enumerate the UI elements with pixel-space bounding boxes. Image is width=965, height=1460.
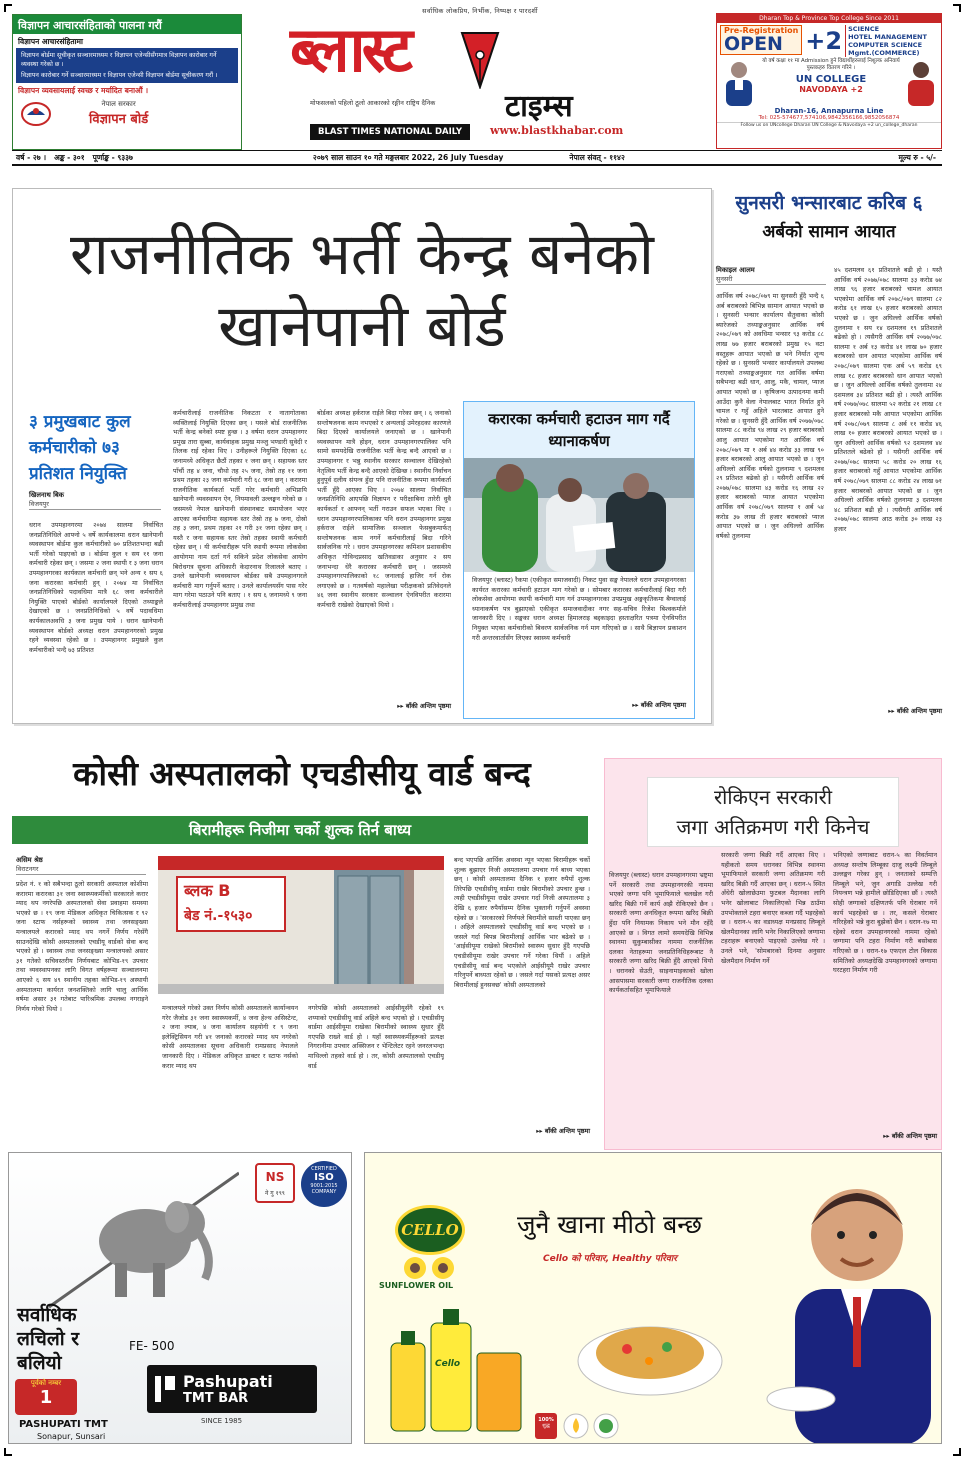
koshi-story bbox=[12, 746, 592, 1144]
sunflower-icon bbox=[401, 1255, 459, 1281]
koshi-column: प्रदेश नं. १ को सबैभन्दा ठूलो सरकारी अस्पताल कोशीमा करारमा करारका ३१ जना स्वास्थ्यकर्मीको सरकारले करार म्याद थप नगरेपछि अस्पतालको सेवा प्रवाहमा समस्या भएको छ । १९ जना मेडिकल अधिकृत चिकित्सक र ९२ जना स्टाफ नर्सहरूको स्वास्थ्य तथा जनसङ्ख्या मन्त्रालयले करारको म्याद थप नगर्ने निर्णय गरेसँगै साउनदेखि कोसी अस्पतालको एचडीयू वार्डको सेवा बन्द भएको हो । स्वास्थ्य तथा जनसङ्ख्या मन्त्रालयको असार ३१ गतेको सचिवस्तरीय निर्णयबाट कोभिड-१९ उपचार तथा व्यवस्थापनका लागि विगत वर्षहरूमा सञ्चालनमा आएको ६ सय ४९ स्थानीय तहका कोभिड-१९ अस्थायी अस्पतालमा कार्यरत जनशक्तिको लागि चालु आर्थिक वर्षमा असार ३१ गतेबाट पारिश्रमिक उपलब्ध नगराइने निर्णय गरेको थियो । bbox=[16, 880, 148, 1013]
encroach-headline bbox=[647, 777, 899, 847]
masthead-english-name: BLAST TIMES NATIONAL DAILY bbox=[310, 124, 470, 140]
sunsari-author: मिकाइल आलम bbox=[716, 266, 755, 274]
dateline-price: मूल्य रु - ५/- bbox=[898, 152, 936, 162]
koshi-column: नगरेपछि कोसी अस्पतालको आईसीयूसँगै रहेको १९ शय्याको एचडीसीयू वार्ड अहिले बन्द भएको हो । एचडीसीयू वार्डमा आईसीयूमा राखेका बिरामीको स्वास्थ्य सुधार हुँदै गएपछि राख्ने वार्ड हो । यहाँ स्वास्थ्यकर्मीहरूको प्रत्यक्ष निगरानीमा उपचार अक्सिजन र भेन्टिलेटर रहने जनरलभन्दा माथिल्लो तहको वार्ड हो । तर, कोसी अस्पतालको एचडीयू वार्ड bbox=[308, 1004, 444, 1070]
oil-drop-icon bbox=[563, 1413, 589, 1439]
sunsari-jump[interactable]: ▸▸ बाँकी अन्तिम पृष्ठमा bbox=[888, 707, 942, 715]
iso-badge-bottom: COMPANY bbox=[311, 1189, 337, 1195]
college-plus2: +2 bbox=[805, 27, 843, 55]
ad-board-notice bbox=[12, 14, 242, 150]
elephant-icon bbox=[49, 1167, 239, 1317]
dateline-bar bbox=[12, 150, 942, 166]
college-note: यो वर्ष कक्षा ११ मा Admission हुने विद्यार्थीहरुलाई निशुल्क अनिवार्य पुस्तकहरु वितरण गरिने । bbox=[762, 58, 900, 71]
koshi-banner: बिरामीहरू निजीमा चर्को शुल्क तिर्न बाध्य bbox=[12, 816, 588, 844]
iso-badge bbox=[301, 1161, 347, 1207]
notice-item: विज्ञापन कारोबार गर्ने सञ्चारमाध्यम र विज्ञापन एजेन्सी विज्ञापन बोर्डमा सूचीकरण गरौं । bbox=[21, 72, 218, 79]
cello-tagline: Cello को परिवार, Healthy परिवार bbox=[543, 1254, 677, 1264]
purity-badge-value: 100% bbox=[538, 1417, 554, 1423]
koshi-author: असिम श्रेष्ठ bbox=[16, 856, 43, 864]
lead-subhead: ३ प्रमुखबाट कुल कर्मचारीको ७३ प्रतिशत नियुक्ति bbox=[29, 412, 131, 484]
registration-mark bbox=[4, 1448, 12, 1456]
encroach-headline-line1: रोकिएन सरकारी bbox=[713, 785, 833, 809]
lead-place: विजयपुर bbox=[29, 500, 161, 510]
lead-jump-text: बाँकी अन्तिम पृष्ठमा bbox=[405, 702, 451, 710]
sunsari-column: आर्थिक वर्ष २०७८/०७९ मा सुनसरी हुँदै भन्दै ६ अर्ब बराबरको बिभिन्न सामान आयात भएको छ । सुनसरी भन्सार कार्यालय सैतुवाका कोसी ब्यारेजको तथ्याङ्कअनुसार आर्थिक वर्ष २०७८/०७९ को अवधिमा भन्सार ९३ करोड ८८ लाख ७७ हजार बराबरको प्रमुख १५ वटा वस्तुहरू आयात भएको छ भने निर्यात शून्य रहेको छ । सुनसरी भन्सार कार्यालयले उपलब्ध गराएको तथ्याङ्कअनुसार गत आर्थिक वर्षमा सबैभन्दा बढी धान, आलु, मकै, चामल, प्याज आयात भएको छ । कृषिजन्य उत्पादनमा कमी आउँदा कुनै वेला नेपालबाट भारत निर्यात हुने चामल र गहुँ अहिले भारतबाट आयात हुने गरेको छ । सुनसरी हुँदै आर्थिक वर्ष २०७७/०७८ सालमा ८८ करोड ९४ लाख २९ हजार बराबरको आलु आयात भएकोमा गत आर्थिक वर्ष २०७८/०७९ मा १ अर्ब ४४ करोड ३३ लाख ९० हजार बराबरको आलु आयात भएको छ । जुन अघिल्लो आर्थिक वर्षको तुलनामा ९ दशमलव २९ प्रतिशत बढेको हो । यसैगरी आर्थिक वर्ष २०७७/०७८ सालमा ४३ करोड १६ लाख २२ हजार बराबरको प्याज आयात भएकोमा आर्थिक वर्ष २०७८/०७९ सालमा १ अर्ब ५४ करोड ३७ लाख ती हजार बराबरको प्याज आयात भएको छ । जुन अघिल्लो आर्थिक वर्षको तुलनामा bbox=[716, 292, 824, 540]
lead-jump[interactable]: ▸▸ बाँकी अन्तिम पृष्ठमा bbox=[397, 702, 451, 710]
lead-column: बोर्डका अध्यक्ष हर्कराज राईले बिदा गरेका छन् । ६ जनाको सन्तोषजनक काम नभएको र अन्यलाई उमेरहदका कारणले बिदा दिएको कार्यालयले जनाएको छ । खानेपानी व्यवस्थापन मात्रै होइन, धरान उपमहानगरपालिका पनि सामो समयदेखि राजनीतिक भर्ती केन्द्र बन्दै आएको छ । उपमहानगर र भन्नु स्थानीय सरकार सञ्चालन देखिरहेको नेतृत्विय भर्ती केन्द्र बन्दै आएको देखिन्छ । स्थानीय निर्वाचन हुनुपूर्व दलीय संयन्त्र हुँदा पनि राजनीतिक रूपमा कार्यकर्ता भर्ती हुँदै आएका थिए । २०७४ सालमा निर्वाचित जनप्रतिनिधि आएपछि विज्ञापन र परीक्षाबिना तारेरी धुवै कार्यकर्ता र आफ्नन् भर्ती गराउन सफल भएका थिए । धरान उपमहानगरपालिकाका पनि धरान उपमहानगर प्रमुख हर्कराज राईले सामाजिक सञ्जाल फेसबुकमार्फत् सन्तोषजनक काम नगर्ने कर्मचारीलाई बिदा गरिने सार्वजनिक गरे । धरान उपमहानगरका कमिशन प्रशासकीय अधिकृत गोविन्दप्रसाद खतिवडाका अनुसार २ सय जनाभन्दा धेरै करारका कर्मचारी छन् । जसमध्ये उपमहानगरपालिकाको १८ जनालाई हाजिर गर्न रोक लगाएको छ । गतवर्षको महालेखा परीक्षकको प्रतिवेदनले ४६ जना स्थानीय सरकार सञ्चालन ऐनविपरीत करारमा कर्मचारी राखेको देखाएको थियो । bbox=[317, 409, 451, 609]
noodle-plate-icon bbox=[575, 1291, 725, 1401]
masthead bbox=[280, 6, 680, 144]
college-address: Dharan-16, Annapurna Line bbox=[774, 107, 884, 115]
lead-column: धरान उपमहानगरमा २०७४ सालमा निर्वाचित जनप्रतिनिधिले आफ्नो ५ वर्षे कार्यकालमा धरान खानेपानी व्यवस्थापन बोर्डमा कुल कर्मचारीको ७० प्रतिशतभन्दा बढी भर्ती गरेको पाइएको छ । बोर्डमा कुल १ सय ११ जना कर्मचारी रहेका छन् । जसमा २ जना स्थायी र ३ जना धरान उपमहानगरका कार्यकाल कर्मचारी छन् भने अन्य १ सय ६ जना करारका कर्मचारी हुन् । २०७४ मा निर्वाचित जनप्रतिनिधिको पदावधिमा मात्रै ६८ जना कर्मचारीले नियुक्ति पाएको बोर्डको कार्यालयले दिएको तथ्याङ्कले देखाएको छ । जनप्रतिनिधिको ५ वर्षे पदावधिमा कार्यकालअवधि ३ जना प्रमुख पाये । धरान खानेपानी व्यवस्थापन बोर्डको अध्यक्ष धरान उपमहानगरको प्रमुख रहने व्यवस्था रहेको छ । उपमहानगर प्रमुखले कुल कर्मचारीको भन्दै ७३ प्रतिशत bbox=[29, 521, 163, 654]
student-photo-icon bbox=[720, 58, 758, 106]
ns-mark: NS ने गु १९९ bbox=[255, 1163, 295, 1203]
cello-brand: CELLO bbox=[401, 1221, 459, 1239]
iso-badge-top: CERTIFIED bbox=[311, 1166, 337, 1172]
dateline-total: पूर्णाङ्क - ९३३७ bbox=[92, 152, 133, 162]
dateline-nepal-sambat: नेपाल संवत् - ११४२ bbox=[569, 152, 625, 162]
purity-badge bbox=[535, 1413, 557, 1439]
notice-board-name: विज्ञापन बोर्ड bbox=[89, 111, 149, 127]
student-photo-icon bbox=[904, 58, 938, 106]
purity-badge-sub: शुद्ध bbox=[542, 1423, 550, 1429]
notice-heading: विज्ञापन आचारसंहिताको पालना गरौं bbox=[13, 15, 241, 34]
cello-ad bbox=[364, 1152, 942, 1444]
cello-slogan: जुनै खाना मीठो बन्छ bbox=[517, 1210, 702, 1239]
photo-jump-text: बाँकी अन्तिम पृष्ठमा bbox=[640, 701, 686, 709]
koshi-column: मन्त्रालयले गरेको उक्त निर्णय कोसी अस्पतालले कार्यान्वयन गरेर जैजोड ३१ जना स्वास्थ्यकर्मी, ४ जना हेल्थ असिस्टेन्ट, २ जना ल्याब, ४ जना कार्यालय सहयोगी र ९ जना इलेक्ट्रिसियन गरी ४१ जनाको करारको म्याद थप नगरेको कोसी अस्पतालका सूचना अधिकारी रामप्रसाद नेपालले जानकारी दिए । मेडिकल अधिकृत डाक्टर र स्टाफ नर्सको करार म्याद थप bbox=[162, 1004, 298, 1070]
koshi-headline: कोसी अस्पतालको एचडीसीयू वार्ड बन्द bbox=[73, 754, 531, 793]
notice-slogan: विज्ञापन व्यवसायलाई स्वच्छ र मर्यादित बनाऔं । bbox=[18, 86, 149, 95]
college-stream: SCIENCE bbox=[848, 25, 880, 33]
cello-product: SUNFLOWER OIL bbox=[379, 1281, 454, 1290]
notice-gov-label: नेपाल सरकार bbox=[101, 99, 136, 108]
cello-logo bbox=[395, 1205, 465, 1255]
registration-mark bbox=[4, 4, 12, 12]
koshi-column: बन्द भएपछि आर्थिक अवस्था न्यून भएका बिरामीहरू चर्को शुल्क बुझाएर निजी अस्पतालमा उपचार गर्न बाध्य भएका छन् । कोसी अस्पतालमा दैनिक १ हजार रुपैयाँ शुल्क तिरेपछि एचडीसीयू वार्डमा राखेर बिरामीको उपचार हुन्छ । त्यही एचडीसीयूमा राखेर उपचार गर्दा निजी अस्पतालमा ३ देखि ६ हजार रुपैयाँसम्म दैनिक भुक्तानी गर्नुपर्ने अवस्था रहेको छ । 'सरकारको निर्णयले बिरामीले सास्ती पाएका छन् । अहिले अस्पतालको एचडीसीयू वार्ड बन्द भएको छ । जसले गर्दा बिपन्न बिरामीलाई आर्थिक भार बढेको छ । 'आईसीयूमा राखेको बिरामीको स्वास्थ्य सुधार हुँदै गएपछि एचडीसीयूमा राखेर उपचार गर्ने गरेका थियौं । अहिले एचडीसीयू वार्ड बन्द भएकोले आईसीयूमै राखेर उपचार गरिनुपर्ने बाध्यता रहेको छ । जसले गर्दा यसको प्रत्यक्ष असर बिरामीलाई हुनसक्छ' कोसी अस्पतालको bbox=[454, 856, 590, 989]
college-tel: Tel: 025-574677,574106,9842356166,9852056874 bbox=[758, 115, 900, 121]
dateline-date: २०७९ साल साउन १० गते मङ्गलबार 2022, 26 July Tuesday bbox=[312, 152, 504, 162]
notice-item: विज्ञापन बोर्डमा सूचीकृत सञ्चारमाध्यम र विज्ञापन एजेन्सीसँगमात्र विज्ञापन कारोबार गर्ने व्यवस्था गरेको छ । bbox=[21, 52, 217, 68]
masthead-title: ब्लास्ट bbox=[290, 13, 409, 86]
college-follow: Follow us on UNcollege Dharan UN College & Navodaya +2 un_college_dharan bbox=[717, 122, 941, 128]
masthead-website[interactable]: www.blastkhabar.com bbox=[490, 124, 624, 137]
sunsari-place: सुनसरी bbox=[716, 275, 826, 285]
pashupati-badge-top: पूर्वको नम्बर bbox=[30, 1379, 62, 1387]
masthead-tagline: सर्वाधिक लोकप्रिय, निर्भीक, निष्पक्ष र पारदर्शी bbox=[422, 7, 538, 15]
lead-author: खिलनाथ बिक bbox=[29, 491, 65, 499]
iso-badge-mid: ISO bbox=[314, 1172, 334, 1183]
leaf-icon bbox=[593, 1413, 619, 1439]
encroach-jump[interactable]: ▸▸ बाँकी अन्तिम पृष्ठमा bbox=[883, 1132, 937, 1140]
dateline-issue: अङ्क - ३०१ bbox=[54, 152, 85, 162]
pashupati-location: Sonapur, Sunsari bbox=[37, 1432, 106, 1441]
encroach-jump-text: बाँकी अन्तिम पृष्ठमा bbox=[891, 1132, 937, 1140]
registration-mark bbox=[953, 4, 961, 12]
pashupati-badge bbox=[15, 1379, 77, 1415]
pashupati-company: PASHUPATI TMT bbox=[19, 1419, 108, 1430]
sunsari-jump-text: बाँकी अन्तिम पृष्ठमा bbox=[896, 707, 942, 715]
pashupati-mark-icon bbox=[153, 1374, 177, 1404]
college-stream: HOTEL MANAGEMENT bbox=[848, 33, 927, 41]
pashupati-badge-num: 1 bbox=[39, 1387, 53, 1408]
pashupati-logo bbox=[147, 1365, 317, 1413]
college-stream: Mgmt.(COMMERCE) bbox=[848, 49, 920, 57]
pashupati-brand: Pashupati bbox=[183, 1372, 273, 1391]
encroach-column: विजयपुर (ब्लास्ट) धरान उपमहानगरमा भ्रष्ट्रमा पर्ने सरकारी तथा उपमहानगरकी नाममा भएको जग्गा पनि भूमाफियाले चलखेल गरी खरिद बिक्री गर्ने कार्य अझै रोकिएको छैन । सरकारी जग्गा अनधिकृत रूपमा खरिद बिक्री हुँदा पनि नियामक निकाय भने मौन रहँदै आएको छ । विगत लामो समयदेखि विभिन्न स्थानमा सुकुम्बासीका नाममा राजनीतिक दलका नेताहरूमा जनप्रतिनिधिहरूबाट नै सरकारी जग्गा खरिद बिक्री हुँदै आएको थियो । धरानको सेउती, साइनामाइकाको खोला आसपासमा सरकारी जग्गा राजनीतिक दलका कार्यकर्तासहित भूमाफियाले bbox=[609, 871, 713, 995]
koshi-place: विराटनगर bbox=[16, 865, 146, 875]
boy-icon bbox=[761, 1169, 941, 1444]
college-name: UN COLLEGE bbox=[795, 74, 867, 85]
photo-story-headline: करारका कर्मचारी हटाउन माग गर्दै ध्यानाकर्षण bbox=[464, 402, 694, 458]
ward-sign bbox=[176, 876, 286, 932]
college-top-line: Dharan Top & Province Top College Since 2011 bbox=[717, 14, 941, 23]
masthead-subtitle: मोफसलको पहिलो ठूलो आकारको रङ्गीन राष्ट्रिय दैनिक bbox=[310, 99, 436, 107]
pashupati-product: TMT BAR bbox=[183, 1391, 249, 1406]
lead-headline bbox=[13, 189, 711, 363]
encroach-column: सरकारी जग्गा बिक्री गर्दै आएका थिए । यहीकतो समय धरानका विभिन्न स्थानमा भूमाफियाले सरकारी जग्गा अतिक्रमण गरी खरिद बिक्री गर्दै आएका छन् । धरान-५ स्थित अँधेरी खोलाछेउमा फुटबल मैदानका लागि भनेर खोलाबाट निकालिएको भिन्न ठाउँमा उपभोक्ताले टहरा बनाएर कब्जा गर्दै भइरहेको छ । धरान-५ का वडाध्यक्ष मनप्रसाद लिम्बूले खेलमैदानका लागि भनेर निकालिएको जग्गामा टहराहरू बनाएको पाइएको उल्लेख गरे । उनले भने, 'सोमबारको दिनमा अनुसार खेलमैदान निर्माण गर्ने bbox=[721, 851, 825, 965]
cello-bottle-label: Cello bbox=[435, 1359, 461, 1369]
college-prereg: Pre-Registration bbox=[724, 26, 799, 35]
dateline-volume: वर्ष - २७ । bbox=[16, 152, 47, 162]
sunsari-story bbox=[716, 188, 942, 724]
sunsari-headline-line2: अर्बको सामान आयात bbox=[762, 222, 896, 242]
registration-mark bbox=[953, 1448, 961, 1456]
college-ad bbox=[716, 13, 942, 149]
ward-sign-line2: बेड नं.-१५३० bbox=[184, 908, 253, 924]
sunsari-headline-line1: सुनसरी भन्सारबाट करिब ६ bbox=[735, 192, 923, 214]
masthead-sub: टाइम्स bbox=[505, 89, 573, 124]
lead-story bbox=[12, 188, 712, 724]
iso-badge-num: 9001:2015 bbox=[310, 1183, 338, 1189]
photo-meeting-image bbox=[464, 458, 694, 572]
encroach-column: भनिएको जग्गाबाट धरान-५ का निवर्तमान अध्यक्ष सन्तोष लिम्बूका दाजु लक्ष्मी लिम्बूले उल्लङ्घन गरेका हुन् । जनताको सम्पत्ति लिम्बूले भने, जुन अगाडि उल्लेख गरी नियन्त्रण भन्ने हामीले छोडिदिएका छौं । त्यस्तै सोही जग्गाको दक्षिणतर्फ पनि घेराबार गर्ने कार्य भइरहेको छ । तर, कसले घेराबार गरिरहेको भन्ने कुरा बुझेको छैन । धरान-१७ मा रहेको धरान उपमहानगरको नाममा रहेको जग्गामा पनि टहरा निर्माण गरी बसोबास गरिएको छ । धरान-१७ एफएल टोल विकास समितिको अध्यक्षदेखि उपमहानगरको जग्गामा घरटहरा निर्माण गरी bbox=[833, 851, 937, 975]
pashupati-ad bbox=[8, 1152, 352, 1444]
college-sub: NAVODAYA +2 bbox=[799, 85, 863, 94]
encroach-story bbox=[604, 758, 942, 1150]
pashupati-tagline: सर्वाधिक लचिलो र बलियो bbox=[17, 1304, 80, 1374]
college-stream: COMPUTER SCIENCE bbox=[848, 41, 923, 49]
lead-headline-line1: राजनीतिक भर्ती केन्द्र बनेको bbox=[70, 220, 654, 288]
nepal-emblem-icon bbox=[19, 99, 53, 127]
pen-nib-icon bbox=[458, 31, 502, 89]
lead-headline-line2: खानेपानी बोर्ड bbox=[218, 292, 506, 360]
encroach-headline-line2: जगा अतिक्रमण गरी किनेच bbox=[676, 815, 870, 839]
notice-subheading: विज्ञापन आचारसंहितामा bbox=[18, 37, 83, 46]
college-open: OPEN bbox=[724, 33, 783, 55]
sunsari-column: ४५ दशमलव ६१ प्रतिशतले बढी हो । यस्तै आर्थिक वर्ष २०७७/०७८ सालमा ३३ करोड ७४ लाख ९६ हजार बराबरको चामल आयात भएकोमा आर्थिक वर्ष २०७८/०७९ सालमा ८२ करोड ६१ लाख ६५ हजार बराबरको आयात भएको छ । जुन अघिल्लो आर्थिक वर्षको तुलनामा १ सय १४ दशमलव १९ प्रतिशतले बढेको हो । त्यसैगरी आर्थिक वर्ष २०७७/०७८ सालमा १ अर्ब १३ करोड ४१ लाख ७० हजार बराबरको धान आयात भएकोमा आर्थिक वर्ष २०७८/०७९ सालमा एक अर्ब ५९ करोड ६९ लाख १८ हजार बराबरको धान आयात भएको छ । जुन अघिल्लो आर्थिक वर्षको तुलनामा २४ दशमलव ३४ प्रतिशत बढी हो । त्यस्तै आर्थिक वर्ष २०७७/०७८ सालमा ५२ करोड २१ लाख ८१ हजार बराबरको मकै आयात भएकोमा आर्थिक वर्ष २०७८/०७९ सालमा ८ अर्ब ११ करोड ४६ लाख १० हजार बराबरको आयात भएको छ । जुन अघिल्लो आर्थिक वर्षको ९२ दशमलव ४४ प्रतिशतले बढेको हो । यसैगरी आर्थिक वर्ष २०७७/०७८ सालमा ५८ करोड २० लाख १६ हजार बराबरको गहुँ आयात भएकोमा आर्थिक वर्ष २०७८/०७९ सालमा ८८ करोड २४ लाख ७१ हजार बराबरको आयात भएको छ । जुन अघिल्लो आर्थिक वर्षको तुलनामा ३ दशमलव ४८ प्रतिशत बढी हो । त्यसैगरी आर्थिक वर्ष २०७७/०७८ सालमा आठ करोड ३० लाख २३ हजार bbox=[834, 266, 942, 534]
notice-list bbox=[16, 48, 238, 83]
pashupati-since: SINCE 1985 bbox=[201, 1417, 243, 1425]
lead-column: कर्मचारीलाई राजनीतिक निकटता र नातागोताका व्यक्तिलाई नियुक्ति दिएका छन् । यसले बोर्ड राजनीतिक भर्ती केन्द्र बनेको स्पष्ट हुन्छ । ३ वर्षमा धरान उपमहानगर प्रमुख तारा सुब्बा, कार्यवाहक प्रमुख मञ्जु भण्डारी सुवेदी र तिलक राई रहेका थिए । उनीहरूले नियुक्ति दिएका ६८ जनामध्ये अधिकृत छैठौं तहका १ जना छन् । सहायक स्तर पाँचौं तह ४ जना, चौथो तह २५ जना, तेस्रो तह ११ जना प्रथम तहका २३ जना कर्मचारी गरी ६८ जना छन् । करारमा राजनीतिक कार्यकर्ता भर्ती गरेर कर्मचारी अभिप्रायि खानेपानी व्यवस्थापन ऐन, नियमावली उल्लङ्घन गरेको छ । जसमध्ये नेपाल खानेपानी संस्थानबाट समायोजन भएर आएका कर्मचारीमा सहायक स्तर तेस्रो तह ७ जना, दोस्रो तह ३ जना, प्रथम तहका २१ गरी ३१ जना रहेका छन् । यस्तै र जना सहायक स्तर तेस्रो तहका स्थायी कर्मचारी रहेका छन् । यी कर्मचारीहरू पनि स्थायी रूपमा लोकसेवा आयोगमा नाम दर्ता गर्न सकिने प्रदेश लोकसेवा आयोग बिरोधगत्र सूचना अधिकारी केदारनाथ रिजालले बताए । उनले खानेपानी व्यवस्थापन बोर्डका सबै उपमहानगरले कर्मचारी माग गर्नुपर्ने बताए । उनले कार्यालयसँग पास गरेर माग गरेमा पठाउने पनि बताए । १ सय ६ जनामध्ये ९ जना कर्मचारीलाई उपमहानगर प्रमुख तथा bbox=[173, 409, 307, 609]
ns-mark-text: ने गु १९९ bbox=[265, 1190, 285, 1197]
ward-sign-line1: ब्लक B bbox=[184, 881, 231, 900]
photo-story-text: विजयपुर (ब्लास्ट) रैकपा (एकीकृत समाजवादी) निकट युवा सङ्घ नेपालले धरान उपमहानगरका कार्यरत करारका कर्मचारी हटाउन माग गरेको छ । सोमबार करारका कर्मचारीलाई बिदा गरी लोकसेवा आयोगमा स्थायी कर्मचारी माग गर्न उपमहानगरका उपप्रमुख अङ्गकृतिकमा बैग्वालाई ध्यानाकर्षण पत्र बुझाएको एकीकृत समाजवादीका नगर सह-सचिव रिजेश बिश्वकर्माले जानकारी दिए । सङ्घका धरान अध्यक्ष हिमालराइ बद्दकाइदा हस्ताक्षरित पत्रमा ऐनविपरीत नियुक्त भएका कर्मचारीको बिवरण सार्वजनिक गर्न माग गरिएको छ । साथै बिज्ञापन प्रकाशन गरी अन्तरवार्तासँग लिएका स्वास्थ्य कर्मचारी bbox=[472, 576, 686, 642]
photo-story bbox=[463, 401, 695, 719]
photo-story-jump[interactable]: ▸▸ बाँकी अन्तिम पृष्ठमा bbox=[632, 701, 686, 709]
koshi-jump[interactable]: ▸▸ बाँकी अन्तिम पृष्ठमा bbox=[536, 1127, 590, 1135]
koshi-jump-text: बाँकी अन्तिम पृष्ठमा bbox=[544, 1127, 590, 1135]
masthead-logo bbox=[280, 13, 680, 95]
pashupati-model: FE- 500 bbox=[129, 1339, 175, 1353]
